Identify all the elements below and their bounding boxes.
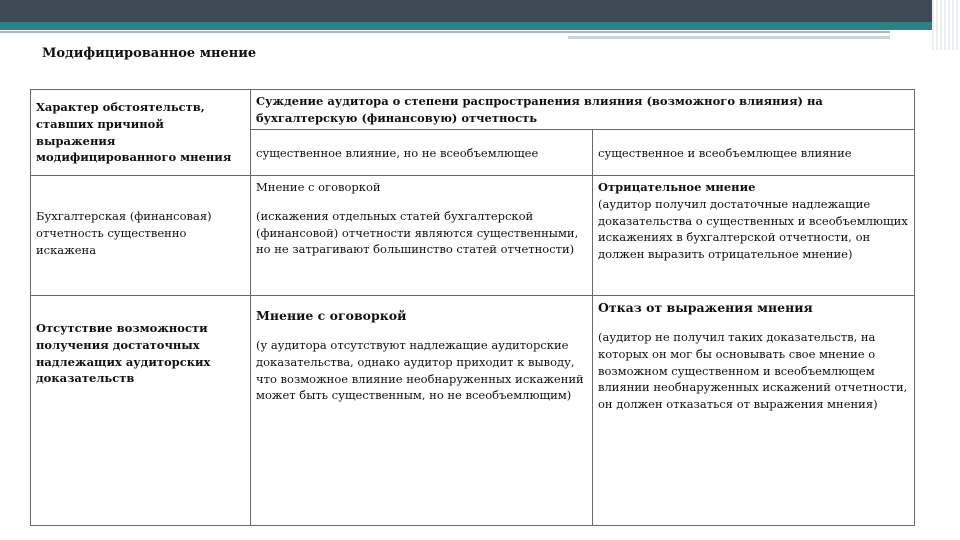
- corner-decoration: [932, 0, 960, 50]
- row-label: Отсутствие возможности получения достаточных надлежащих аудиторских доказательств: [31, 296, 251, 526]
- qualified-opinion-text: (искажения отдельных статей бухгалтерской (финансовой) отчетности являются существенными, но не затрагивают большинство статей отчетности): [256, 209, 579, 257]
- header-row: [31, 90, 915, 130]
- qualified-opinion-text: (у аудитора отсутствуют надлежащие аудиторские доказательства, однако аудитор приходит к выводу, что возможное влияние необнаруженных искажений может быть существенным, но не всеобъемлющим): [256, 338, 584, 403]
- table-row: [31, 296, 915, 526]
- qualified-opinion-cell: [251, 296, 593, 526]
- header-bar: [0, 0, 960, 22]
- page-title: Модифицированное мнение: [42, 46, 257, 61]
- pervasive-column-header: существенное и всеобъемлющее влияние: [593, 130, 915, 176]
- adverse-opinion-cell: [593, 176, 915, 296]
- adverse-opinion-title: Отрицательное мнение: [598, 180, 756, 195]
- judgment-header: Суждение аудитора о степени распространения влияния (возможного влияния) на бухгалтерскую (финансовую) отчетность: [251, 90, 915, 130]
- header-rule: [0, 31, 890, 33]
- material-column-header: существенное влияние, но не всеобъемлющее: [251, 130, 593, 176]
- qualified-opinion-title: Мнение с оговоркой: [256, 308, 407, 324]
- adverse-opinion-text: (аудитор получил достаточные надлежащие доказательства о существенных и всеобъемлющих искажениях в бухгалтерской отчетности, он должен выразить отрицательное мнение): [598, 197, 908, 262]
- header-accent-stripe: [0, 22, 960, 30]
- disclaimer-opinion-cell: [593, 296, 915, 526]
- header-rule-secondary: [568, 36, 890, 39]
- qualified-opinion-title: Мнение с оговоркой: [256, 180, 381, 195]
- qualified-opinion-cell: [251, 176, 593, 296]
- row-label: Бухгалтерская (финансовая) отчетность существенно искажена: [31, 176, 251, 296]
- table-row: [31, 176, 915, 296]
- opinions-table: [30, 89, 915, 526]
- circumstance-header: Характер обстоятельств, ставших причиной выражения модифицированного мнения: [31, 90, 251, 176]
- disclaimer-opinion-title: Отказ от выражения мнения: [598, 300, 813, 316]
- disclaimer-opinion-text: (аудитор не получил таких доказательств, на которых он мог бы основывать свое мнение о возможном существенном и всеобъемлющем влиянии необнаруженных искажений отчетности, он должен отказаться от выражения мнения): [598, 330, 908, 412]
